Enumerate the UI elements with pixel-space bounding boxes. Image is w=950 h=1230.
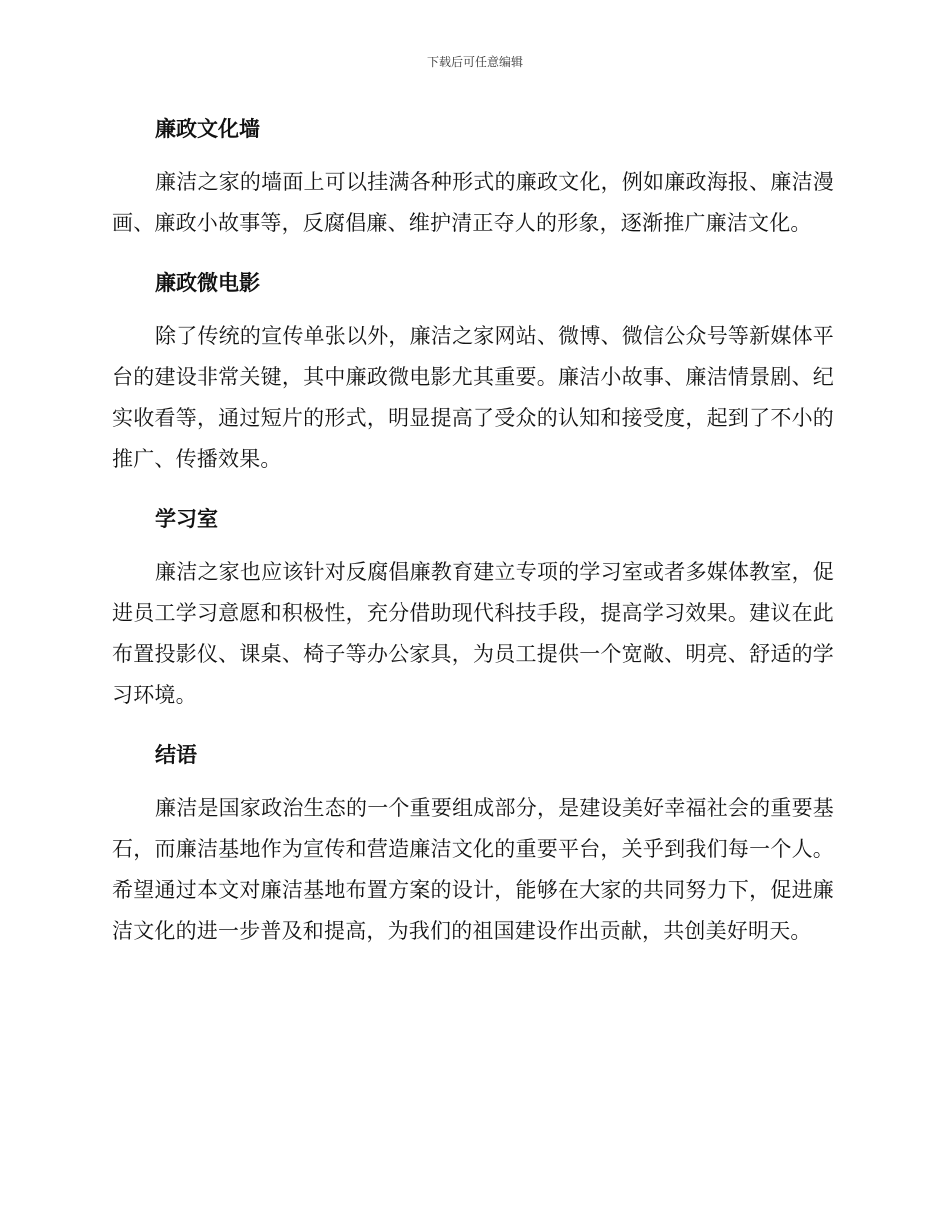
section-conclusion	[112, 734, 834, 952]
section-micro-film	[112, 262, 834, 480]
page-header-note: 下载后可任意编辑	[426, 55, 523, 69]
section-paragraph: 廉洁之家也应该针对反腐倡廉教育建立专项的学习室或者多媒体教室，促进员工学习意愿和积极性，充分借助现代科技手段，提高学习效果。建议在此布置投影仪、课桌、椅子等办公家具，为员工提供一个宽敞、明亮、舒适的学习环境。	[112, 560, 834, 707]
section-study-room	[112, 498, 834, 716]
section-culture-wall	[112, 108, 834, 244]
section-heading: 廉政文化墙	[155, 117, 260, 141]
section-heading: 结语	[155, 743, 197, 767]
section-heading: 学习室	[155, 507, 218, 531]
document-body	[112, 108, 834, 970]
section-paragraph: 除了传统的宣传单张以外，廉洁之家网站、微博、微信公众号等新媒体平台的建设非常关键，其中廉政微电影尤其重要。廉洁小故事、廉洁情景剧、纪实收看等，通过短片的形式，明显提高了受众的认知和接受度，起到了不小的推广、传播效果。	[112, 324, 834, 471]
section-heading: 廉政微电影	[155, 271, 260, 295]
section-paragraph: 廉洁是国家政治生态的一个重要组成部分，是建设美好幸福社会的重要基石，而廉洁基地作为宣传和营造廉洁文化的重要平台，关乎到我们每一个人。希望通过本文对廉洁基地布置方案的设计，能够在大家的共同努力下，促进廉洁文化的进一步普及和提高，为我们的祖国建设作出贡献，共创美好明天。	[112, 796, 834, 943]
section-paragraph: 廉洁之家的墙面上可以挂满各种形式的廉政文化，例如廉政海报、廉洁漫画、廉政小故事等，反腐倡廉、维护清正夺人的形象，逐渐推广廉洁文化。	[112, 170, 834, 235]
